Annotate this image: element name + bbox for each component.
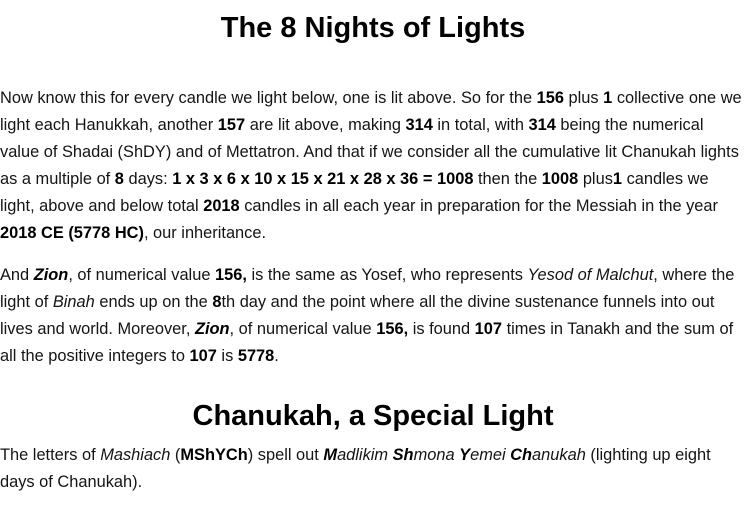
text: , where the light of	[0, 266, 735, 311]
bold-number: 1	[603, 89, 613, 107]
bold-italic-term: Zion	[33, 266, 69, 284]
bold-number: 1	[612, 170, 623, 188]
italic-term: mona	[413, 446, 460, 464]
text: are lit above, making	[245, 116, 406, 134]
bold-acronym: MShYCh	[180, 446, 248, 464]
bold-italic-letter: Sh	[392, 446, 414, 464]
bold-italic-letter: Y	[459, 446, 471, 464]
text: times in Tanakh and the sum of all the positive integers to	[0, 320, 734, 365]
text: , of numerical value	[229, 320, 377, 338]
text: ) spell out	[247, 446, 324, 464]
paragraph-candles	[0, 85, 744, 247]
text: being the numerical value of Shadai (ShDY) and of Mettatron. And that if we consider all the cumulative lit Chanukah lights as a multiple of	[0, 116, 739, 188]
bold-number: 156,	[376, 320, 409, 338]
text: Now know this for every candle we light below, one is lit above. So for the	[0, 89, 537, 107]
bold-number: 5778	[237, 347, 275, 365]
bold-number: 1008	[541, 170, 579, 188]
text: th day and the point where all the divine sustenance funnels into out lives and world. Moreover,	[0, 293, 715, 338]
italic-term: Yesod of Malchut	[527, 266, 654, 284]
bold-number: 156	[536, 89, 564, 107]
text: , our inheritance.	[143, 224, 267, 242]
text: plus	[563, 89, 604, 107]
text: candles we light, above and below total	[0, 170, 709, 215]
page-title: The 8 Nights of Lights	[220, 12, 526, 44]
bold-number: 2018	[203, 197, 240, 215]
text: is	[216, 347, 238, 365]
bold-formula: 1 x 3 x 6 x 10 x 15 x 21 x 28 x 36 = 1008	[172, 170, 474, 188]
bold-number: 8	[212, 293, 222, 311]
text: days:	[123, 170, 173, 188]
bold-year: 2018 CE (5778 HC)	[0, 224, 144, 242]
italic-term: emei	[470, 446, 511, 464]
italic-term: Binah	[52, 293, 95, 311]
paragraph-mashiach	[0, 442, 744, 496]
text: in total, with	[432, 116, 529, 134]
text: (	[170, 446, 181, 464]
bold-number: 107	[189, 347, 217, 365]
bold-number: 314	[405, 116, 433, 134]
text: .	[274, 347, 279, 365]
text: ends up on the	[94, 293, 213, 311]
bold-number: 157	[217, 116, 246, 134]
italic-term: anukah	[532, 446, 586, 464]
section-heading: Chanukah, a Special Light	[192, 400, 554, 432]
text: plus	[578, 170, 613, 188]
text: then the	[473, 170, 542, 188]
bold-number: 156,	[215, 266, 247, 284]
italic-term: adlikim	[337, 446, 393, 464]
bold-italic-term: Zion	[194, 320, 230, 338]
text: And	[0, 266, 34, 284]
text: (lighting up eight days of Chanukah).	[0, 446, 711, 491]
bold-number: 107	[474, 320, 503, 338]
text: collective one we light each Hanukkah, another	[0, 89, 742, 134]
italic-term: Mashiach	[100, 446, 171, 464]
bold-italic-letter: Ch	[510, 446, 533, 464]
paragraph-zion	[0, 262, 744, 370]
bold-number: 314	[528, 116, 556, 134]
text: The letters of	[0, 446, 101, 464]
bold-italic-letter: M	[323, 446, 338, 464]
text: , of numerical value	[68, 266, 215, 284]
text: candles in all each year in preparation for the Messiah in the year	[239, 197, 719, 215]
text: is found	[408, 320, 475, 338]
bold-number: 8	[114, 170, 124, 188]
text: is the same as Yosef, who represents	[246, 266, 528, 284]
